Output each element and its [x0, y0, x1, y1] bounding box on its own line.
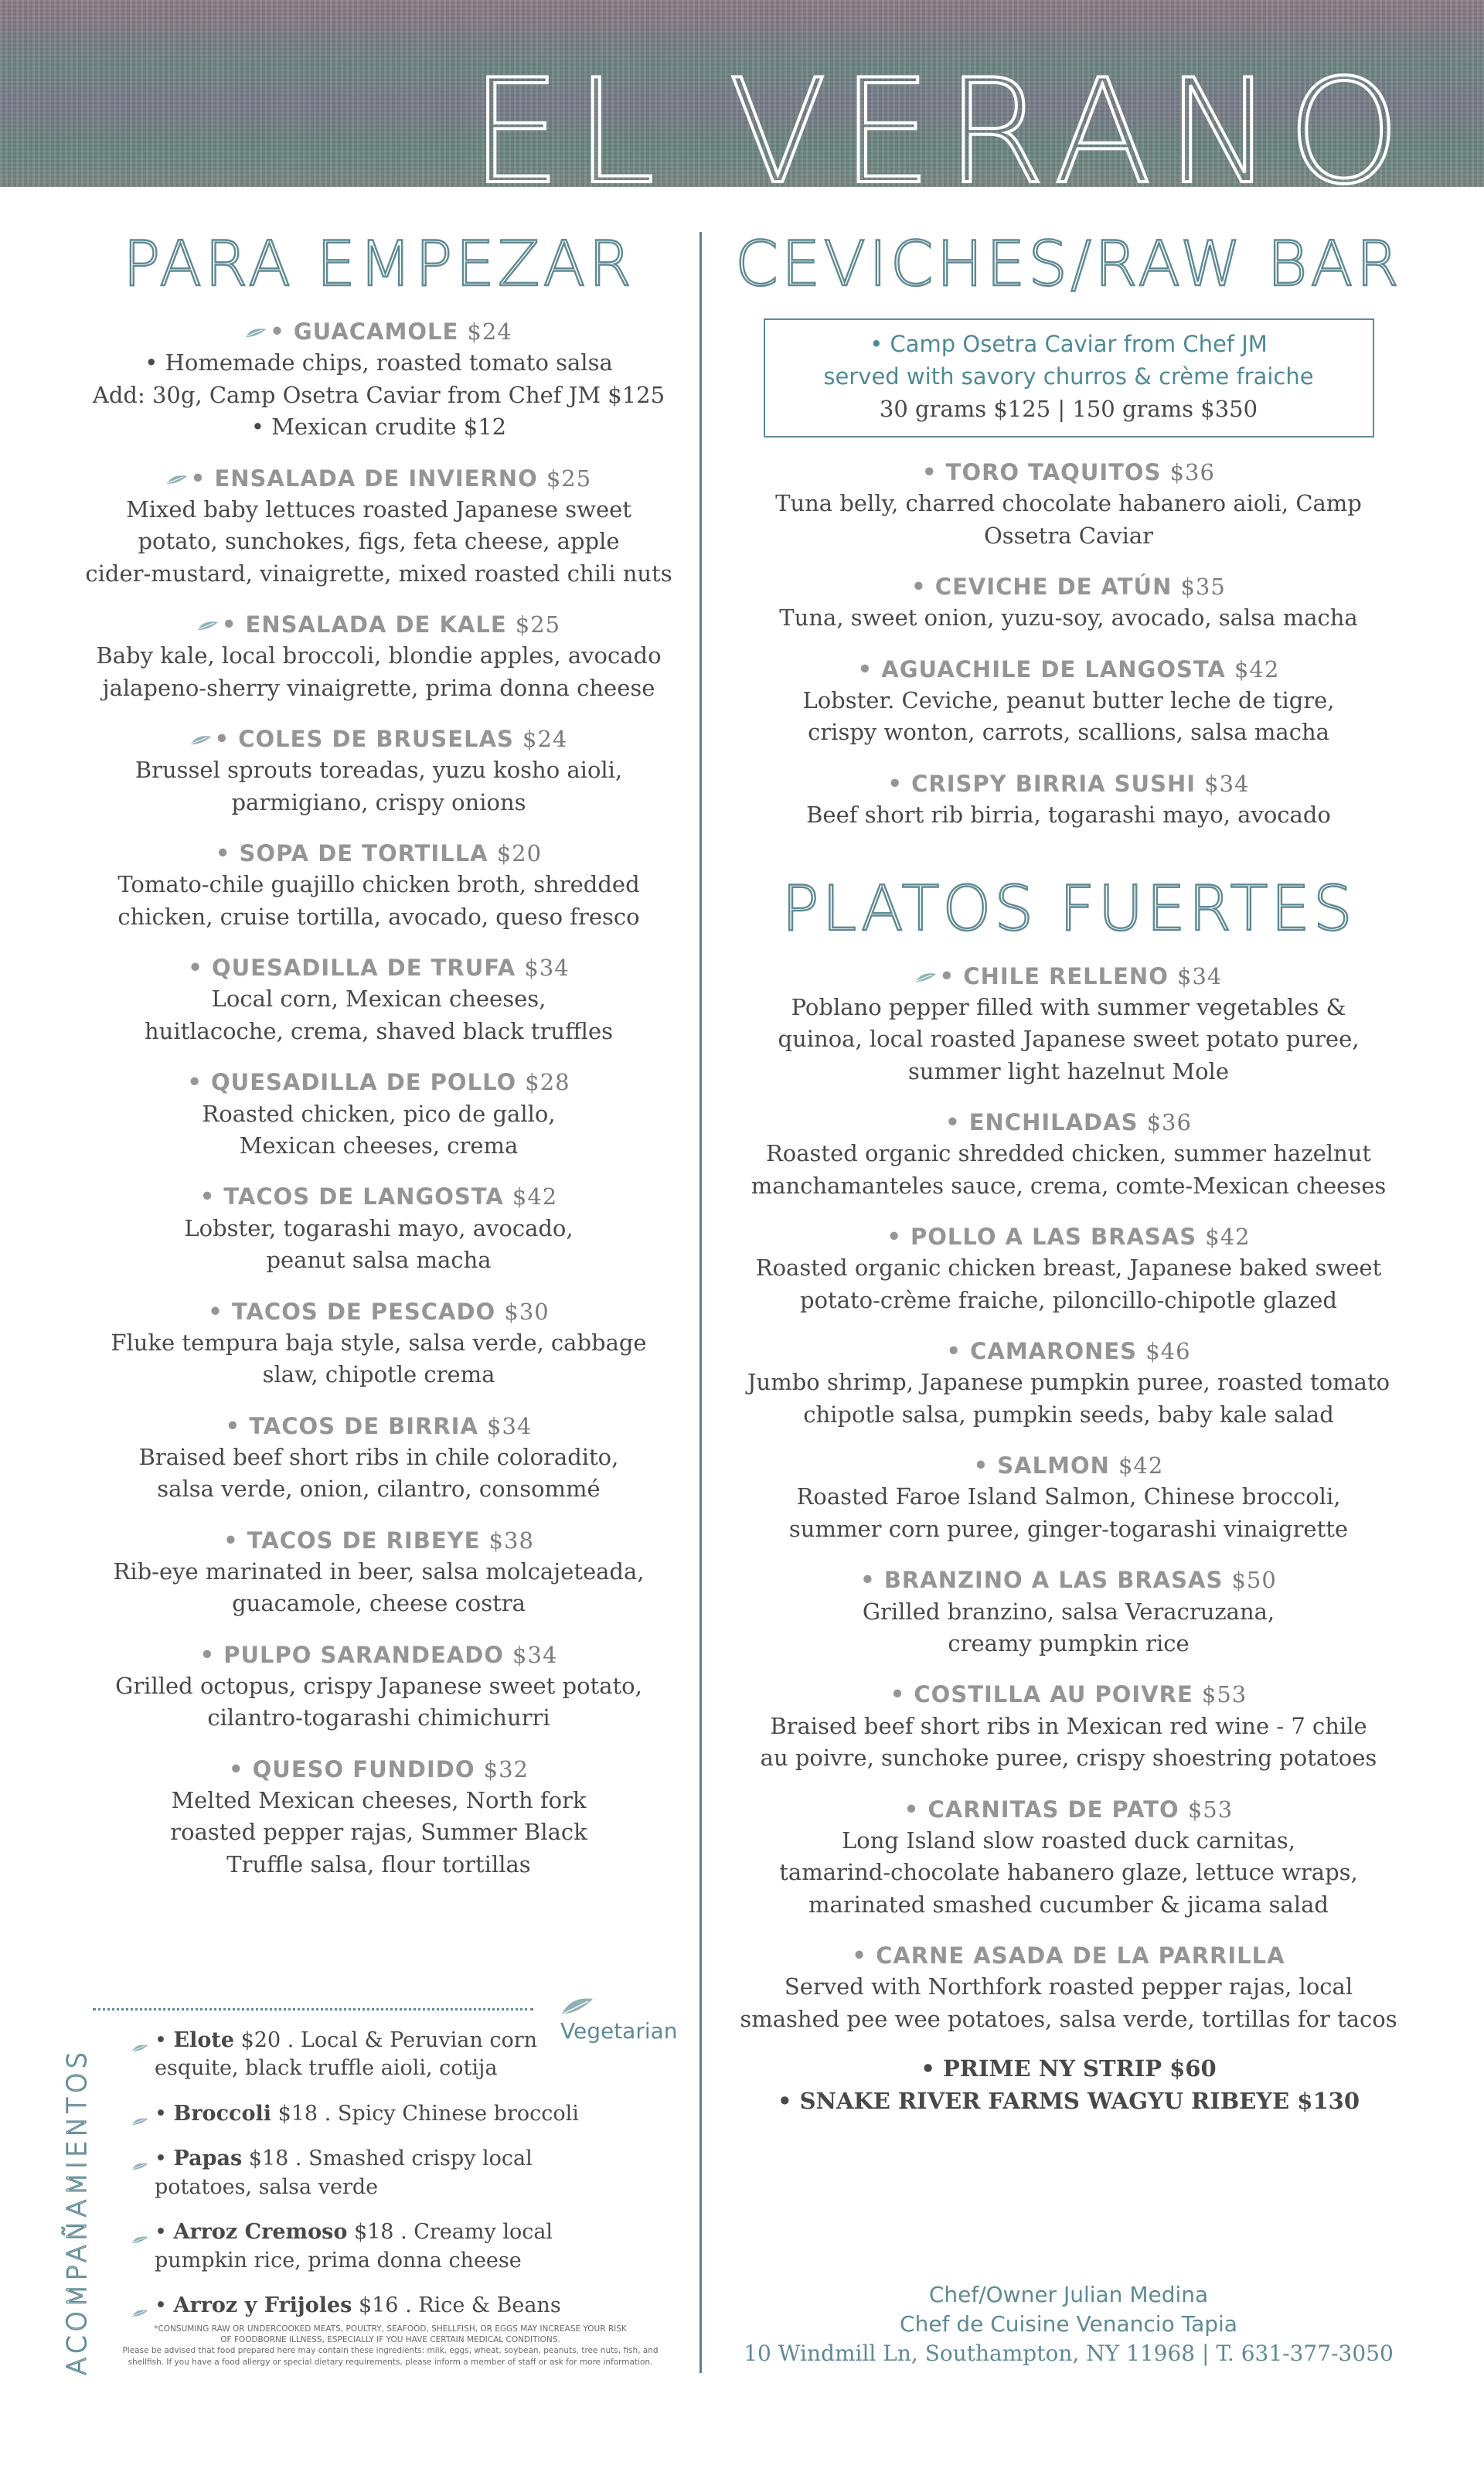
- item-description: Jumbo shrimp, Japanese pumpkin puree, roasted tomato chipotle salsa, pumpkin seeds, baby kale salad: [747, 1369, 1390, 1428]
- menu-item-name: • GUACAMOLE $24: [81, 317, 676, 347]
- item-price: $24: [522, 726, 568, 753]
- item-title: CAMARONES: [970, 1338, 1138, 1365]
- menu-item-name: • TACOS DE PESCADO $30: [208, 1298, 550, 1325]
- starter-item: [81, 464, 676, 591]
- vegetarian-leaf-icon: [131, 2298, 148, 2326]
- item-title: TACOS DE LANGOSTA: [223, 1183, 504, 1210]
- item-description: Braised beef short ribs in Mexican red wine - 7 chile au poivre, sunchoke puree, crispy shoestring potatoes: [760, 1712, 1377, 1772]
- menu-item-name: • CARNITAS DE PATO $53: [904, 1796, 1234, 1823]
- column-divider: [699, 232, 702, 2373]
- menu-item-name: • TACOS DE LANGOSTA $42: [199, 1183, 558, 1210]
- item-description: Roasted chicken, pico de gallo, Mexican cheeses, crema: [202, 1100, 556, 1159]
- item-description: Long Island slow roasted duck carnitas, tamarind-chocolate habanero glaze, lettuce wraps, marinated smashed cucumber & jicama salad: [779, 1827, 1358, 1918]
- leaf-icon: [560, 1996, 594, 2017]
- item-title: TORO TAQUITOS: [945, 459, 1162, 486]
- side-description: . Local & Peruvian corn esquite, black truffle aioli, cotija: [155, 2028, 538, 2081]
- item-title: ENCHILADAS: [968, 1109, 1139, 1136]
- side-item: • Arroz Cremoso $18 . Creamy local pumpkin rice, prima donna cheese: [155, 2218, 649, 2275]
- side-price: $18: [277, 2101, 318, 2126]
- main-item: [730, 1680, 1407, 1774]
- vegetarian-leaf-icon: [131, 2106, 148, 2134]
- side-item: • Broccoli $18 . Spicy Chinese broccoli: [155, 2100, 649, 2128]
- menu-item-name: • QUESADILLA DE TRUFA $34: [188, 955, 570, 982]
- starter-item: [81, 1067, 676, 1162]
- menu-item-name: • CRISPY BIRRIA SUSHI $34: [887, 770, 1250, 797]
- starter-item: [81, 1411, 676, 1506]
- starter-item: [81, 1182, 676, 1276]
- main-item: [730, 1222, 1407, 1316]
- item-title: PULPO SARANDEADO: [223, 1641, 504, 1668]
- side-item: • Elote $20 . Local & Peruvian corn esquite, black truffle aioli, cotija: [155, 2027, 649, 2083]
- item-price: $50: [1231, 1567, 1277, 1594]
- item-title: TACOS DE RIBEYE: [247, 1527, 481, 1554]
- item-price: $34: [1176, 962, 1223, 989]
- menu-item-name: • ENSALADA DE KALE $25: [81, 610, 676, 640]
- starter-item: [81, 724, 676, 819]
- item-description: Roasted organic chicken breast, Japanese baked sweet potato-crème fraiche, piloncillo-chipotle glazed: [755, 1255, 1382, 1313]
- dotted-separator: [93, 2008, 533, 2010]
- side-description: . Rice & Beans: [405, 2293, 561, 2318]
- menu-item-name: • AGUACHILE DE LANGOSTA $42: [857, 655, 1280, 683]
- disclaimer-allergens: Please be advised that food prepared here may contain these ingredients: milk, eggs, wheat, soybean, peanuts, tree nuts, fish, and shellfish. If you have a food allergy or special dietary requirements, please inform a member of staff or ask for more information.: [122, 2346, 659, 2367]
- section-title-platos-fuertes: PLATOS FUERTES: [781, 872, 1356, 945]
- item-title: ENSALADA DE KALE: [245, 611, 507, 638]
- item-description: Melted Mexican cheeses, North fork roasted pepper rajas, Summer Black Truffle salsa, flour tortillas: [170, 1787, 587, 1878]
- item-title: CARNE ASADA DE LA PARRILLA: [876, 1942, 1285, 1970]
- item-description: Baby kale, local broccoli, blondie apples, avocado jalapeno-sherry vinaigrette, prima donna cheese: [96, 642, 662, 701]
- item-price: $36: [1146, 1109, 1192, 1136]
- side-description: . Smashed crispy local potatoes, salsa verde: [155, 2147, 533, 2199]
- address-phone: 10 Windmill Ln, Southampton, NY 11968 | T. 631-377-3050: [744, 2340, 1394, 2366]
- main-item: [730, 1451, 1407, 1545]
- caviar-prices: 30 grams $125 | 150 grams $350: [879, 396, 1258, 423]
- sides-vertical-title: ACOMPAÑAMIENTOS: [62, 2048, 93, 2375]
- item-description: Braised beef short ribs in chile coloradito, salsa verde, onion, cilantro, consommé: [138, 1443, 619, 1503]
- item-price: $34: [524, 955, 570, 982]
- vegetarian-leaf-icon: [131, 2033, 148, 2061]
- side-item: • Arroz y Frijoles $16 . Rice & Beans: [155, 2292, 649, 2320]
- item-price: $30: [504, 1298, 550, 1325]
- item-price: $34: [1204, 770, 1250, 797]
- side-name: Elote: [173, 2028, 235, 2052]
- item-description: Roasted organic shredded chicken, summer hazelnut manchamanteles sauce, crema, comte-Mexican cheeses: [751, 1140, 1387, 1199]
- chef-owner: Chef/Owner Julian Medina: [928, 2282, 1209, 2307]
- item-title: TACOS DE PESCADO: [231, 1298, 496, 1325]
- raw-bar-list: [730, 458, 1407, 831]
- prime-ny-strip: • PRIME NY STRIP $60: [921, 2055, 1217, 2082]
- menu-item-name: • COLES DE BRUSELAS $24: [81, 724, 676, 754]
- vegetarian-leaf-icon: [915, 972, 937, 983]
- menu-item-name: • TACOS DE RIBEYE $38: [223, 1527, 534, 1554]
- side-description: . Spicy Chinese broccoli: [324, 2101, 579, 2126]
- item-title: QUESADILLA DE POLLO: [211, 1069, 517, 1096]
- allergy-disclaimer: [93, 2324, 688, 2368]
- item-description: Tuna belly, charred chocolate habanero aioli, Camp Ossetra Caviar: [775, 490, 1362, 549]
- footer: [730, 2280, 1407, 2368]
- caviar-line-2: served with savory churros & crème fraiche: [823, 363, 1314, 390]
- vegetarian-leaf-icon: [131, 2225, 148, 2252]
- starter-item: [81, 1640, 676, 1735]
- item-title: BRANZINO A LAS BRASAS: [883, 1567, 1224, 1594]
- left-column: [81, 228, 676, 1881]
- item-title: SOPA DE TORTILLA: [239, 840, 488, 867]
- caviar-line-1: • Camp Osetra Caviar from Chef JM: [870, 331, 1268, 357]
- item-title: GUACAMOLE: [293, 318, 459, 345]
- item-title: TACOS DE BIRRIA: [249, 1412, 478, 1439]
- item-price: $42: [1205, 1224, 1251, 1251]
- item-price: $24: [467, 318, 512, 345]
- item-price: $34: [487, 1412, 533, 1439]
- item-title: QUESADILLA DE TRUFA: [211, 955, 516, 982]
- menu-item-name: • ENSALADA DE INVIERNO $25: [81, 464, 676, 494]
- disclaimer-raw-food: *CONSUMING RAW OR UNDERCOOKED MEATS, POULTRY, SEAFOOD, SHELLFISH, OR EGGS MAY INCREASE YOUR RISK OF FOODBORNE ILLNESS, ESPECIALLY IF YOU HAVE CERTAIN MEDICAL CONDITIONS.: [154, 2324, 627, 2345]
- item-price: $46: [1145, 1338, 1191, 1365]
- wagyu-ribeye: • SNAKE RIVER FARMS WAGYU RIBEYE $130: [777, 2088, 1360, 2115]
- item-title: QUESO FUNDIDO: [252, 1755, 475, 1782]
- side-name: Arroz Cremoso: [173, 2220, 348, 2245]
- item-price: $53: [1201, 1681, 1247, 1708]
- vegetarian-leaf-icon: [197, 621, 219, 632]
- menu-item-name: • POLLO A LAS BRASAS $42: [887, 1224, 1251, 1251]
- side-name: Papas: [173, 2147, 243, 2171]
- side-price: $20: [240, 2028, 281, 2052]
- item-title: CRISPY BIRRIA SUSHI: [911, 770, 1196, 797]
- main-item: [730, 1336, 1407, 1431]
- item-title: COSTILLA AU POIVRE: [914, 1681, 1193, 1708]
- chef-de-cuisine: Chef de Cuisine Venancio Tapia: [900, 2310, 1237, 2337]
- section-title-ceviches: CEVICHES/RAW BAR: [735, 228, 1402, 300]
- raw-bar-item: [730, 458, 1407, 552]
- raw-bar-item: [730, 655, 1407, 749]
- item-description: Grilled octopus, crispy Japanese sweet potato, cilantro-togarashi chimichurri: [115, 1672, 642, 1731]
- sides-section: [62, 2008, 678, 2379]
- side-price: $18: [353, 2220, 394, 2245]
- item-price: $32: [483, 1755, 529, 1782]
- item-title: COLES DE BRUSELAS: [238, 726, 514, 753]
- menu-item-name: • QUESO FUNDIDO $32: [229, 1755, 529, 1782]
- vegetarian-leaf-icon: [245, 328, 267, 339]
- menu-item-name: • CEVICHE DE ATÚN $35: [911, 574, 1226, 601]
- side-price: $16: [358, 2293, 399, 2318]
- main-item: [730, 1941, 1407, 2035]
- menu-item-name: • QUESADILLA DE POLLO $28: [187, 1069, 570, 1096]
- item-description: Served with Northfork roasted pepper rajas, local smashed pee wee potatoes, salsa verde, tortillas for tacos: [740, 1973, 1397, 2032]
- item-description: Lobster, togarashi mayo, avocado, peanut salsa macha: [184, 1214, 574, 1274]
- item-title: CARNITAS DE PATO: [928, 1796, 1179, 1823]
- menu-item-name: • PULPO SARANDEADO $34: [199, 1641, 558, 1668]
- sides-list: [155, 2027, 649, 2337]
- section-title-para-empezar: PARA EMPEZAR: [123, 228, 635, 300]
- header-banner: [0, 0, 1484, 187]
- raw-bar-item: [730, 572, 1407, 635]
- item-title: CEVICHE DE ATÚN: [934, 574, 1173, 601]
- right-column: [730, 228, 1407, 2117]
- item-description: Fluke tempura baja style, salsa verde, cabbage slaw, chipotle crema: [111, 1329, 647, 1388]
- starter-item: [81, 953, 676, 1047]
- item-price: $25: [546, 465, 592, 492]
- item-title: POLLO A LAS BRASAS: [910, 1224, 1197, 1251]
- starter-item: [81, 839, 676, 933]
- starter-item: [81, 1526, 676, 1620]
- item-description: Tomato-chile guajillo chicken broth, shredded chicken, cruise tortilla, avocado, queso fresco: [117, 871, 640, 930]
- item-description: Beef short rib birria, togarashi mayo, avocado: [806, 802, 1331, 829]
- item-description: Grilled branzino, salsa Veracruzana, creamy pumpkin rice: [862, 1598, 1275, 1656]
- item-description: • Homemade chips, roasted tomato salsa Add: 30g, Camp Osetra Caviar from Chef JM $125 • Mexican crudite $12: [92, 349, 665, 441]
- item-description: Brussel sprouts toreadas, yuzu kosho aioli, parmigiano, crispy onions: [134, 757, 623, 815]
- item-price: $42: [1234, 655, 1280, 683]
- item-price: $20: [496, 840, 543, 867]
- menu-item-name: • CHILE RELLENO $34: [730, 962, 1407, 992]
- menu-item-name: • TACOS DE BIRRIA $34: [225, 1412, 533, 1439]
- item-price: $28: [525, 1069, 570, 1096]
- item-description: Poblano pepper filled with summer vegetables & quinoa, local roasted Japanese sweet potato puree, summer light hazelnut Mole: [778, 993, 1360, 1084]
- item-price: $35: [1180, 574, 1226, 601]
- menu-item-name: • COSTILLA AU POIVRE $53: [890, 1681, 1247, 1708]
- main-item: [730, 1795, 1407, 1922]
- item-description: Mixed baby lettuces roasted Japanese sweet potato, sunchokes, figs, feta cheese, apple cider-mustard, vinaigrette, mixed roasted chili nuts: [85, 495, 672, 587]
- item-price: $42: [512, 1183, 558, 1210]
- restaurant-title: EL VERANO: [470, 48, 1414, 187]
- item-price: $34: [512, 1641, 558, 1668]
- main-item: [730, 962, 1407, 1088]
- item-description: Local corn, Mexican cheeses, huitlacoche, crema, shaved black truffles: [144, 986, 613, 1044]
- menu-item-name: • CARNE ASADA DE LA PARRILLA: [852, 1942, 1285, 1970]
- item-price: $42: [1118, 1452, 1164, 1479]
- vegetarian-leaf-icon: [190, 735, 212, 746]
- item-price: $53: [1187, 1796, 1234, 1823]
- starter-item: [81, 1297, 676, 1391]
- side-name: Arroz y Frijoles: [173, 2293, 352, 2318]
- item-description: Roasted Faroe Island Salmon, Chinese broccoli, summer corn puree, ginger-togarashi vinaigrette: [788, 1483, 1349, 1542]
- starter-item: [81, 317, 676, 444]
- menu-item-name: • BRANZINO A LAS BRASAS $50: [860, 1567, 1277, 1594]
- caviar-feature-box: [764, 318, 1374, 437]
- mains-list: [730, 962, 1407, 2036]
- starters-list: [81, 317, 676, 1881]
- main-item: [730, 1108, 1407, 1202]
- item-title: SALMON: [997, 1452, 1110, 1479]
- side-description: . Creamy local pumpkin rice, prima donna cheese: [155, 2220, 553, 2273]
- item-title: ENSALADA DE INVIERNO: [214, 465, 538, 492]
- item-price: $38: [488, 1527, 534, 1554]
- menu-item-name: • CAMARONES $46: [946, 1338, 1191, 1365]
- side-price: $18: [248, 2147, 289, 2171]
- starter-item: [81, 610, 676, 704]
- starter-item: [81, 1755, 676, 1881]
- main-item: [730, 1565, 1407, 1660]
- vegetarian-leaf-icon: [166, 475, 188, 485]
- item-description: Rib-eye marinated in beer, salsa molcajeteada, guacamole, cheese costra: [113, 1558, 645, 1617]
- vegetarian-leaf-icon: [131, 2151, 148, 2179]
- side-name: Broccoli: [173, 2101, 271, 2126]
- menu-item-name: • SOPA DE TORTILLA $20: [215, 840, 543, 867]
- menu-item-name: • TORO TAQUITOS $36: [922, 459, 1215, 486]
- menu-item-name: • ENCHILADAS $36: [945, 1109, 1192, 1136]
- item-price: $25: [515, 611, 561, 638]
- item-price: $36: [1169, 459, 1215, 486]
- side-item: • Papas $18 . Smashed crispy local potatoes, salsa verde: [155, 2145, 649, 2201]
- item-description: Lobster. Ceviche, peanut butter leche de tigre, crispy wonton, carrots, scallions, salsa macha: [802, 686, 1335, 746]
- vegetarian-label: Vegetarian: [560, 2018, 678, 2044]
- menu-item-name: • SALMON $42: [973, 1452, 1164, 1479]
- item-description: Tuna, sweet onion, yuzu-soy, avocado, salsa macha: [779, 604, 1358, 632]
- item-title: AGUACHILE DE LANGOSTA: [881, 655, 1226, 683]
- item-title: CHILE RELLENO: [963, 962, 1169, 989]
- raw-bar-item: [730, 769, 1407, 832]
